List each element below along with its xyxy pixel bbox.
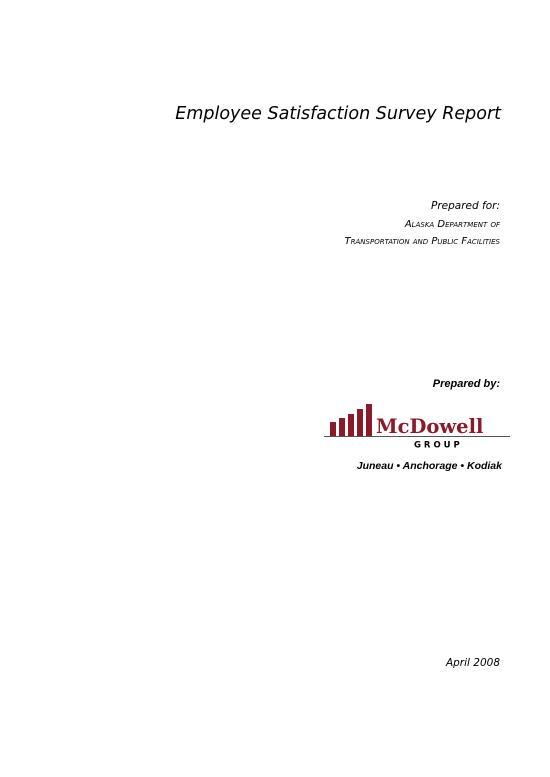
logo-subtitle-text: G R O U P [414,440,460,451]
report-title: Employee Satisfaction Survey Report [175,104,501,124]
logo-name-text: McDowell [376,415,484,438]
report-date: April 2008 [445,657,500,669]
client-name-line-1: Alaska Department of [404,219,500,230]
client-name-line-2: Transportation and Public Facilities [344,236,500,247]
prepared-by-label: Prepared by: [432,378,500,390]
mcdowell-group-logo [322,402,512,452]
office-locations: Juneau • Anchorage • Kodiak [356,460,502,472]
logo-bars-icon [330,404,372,436]
prepared-for-label: Prepared for: [431,200,500,212]
